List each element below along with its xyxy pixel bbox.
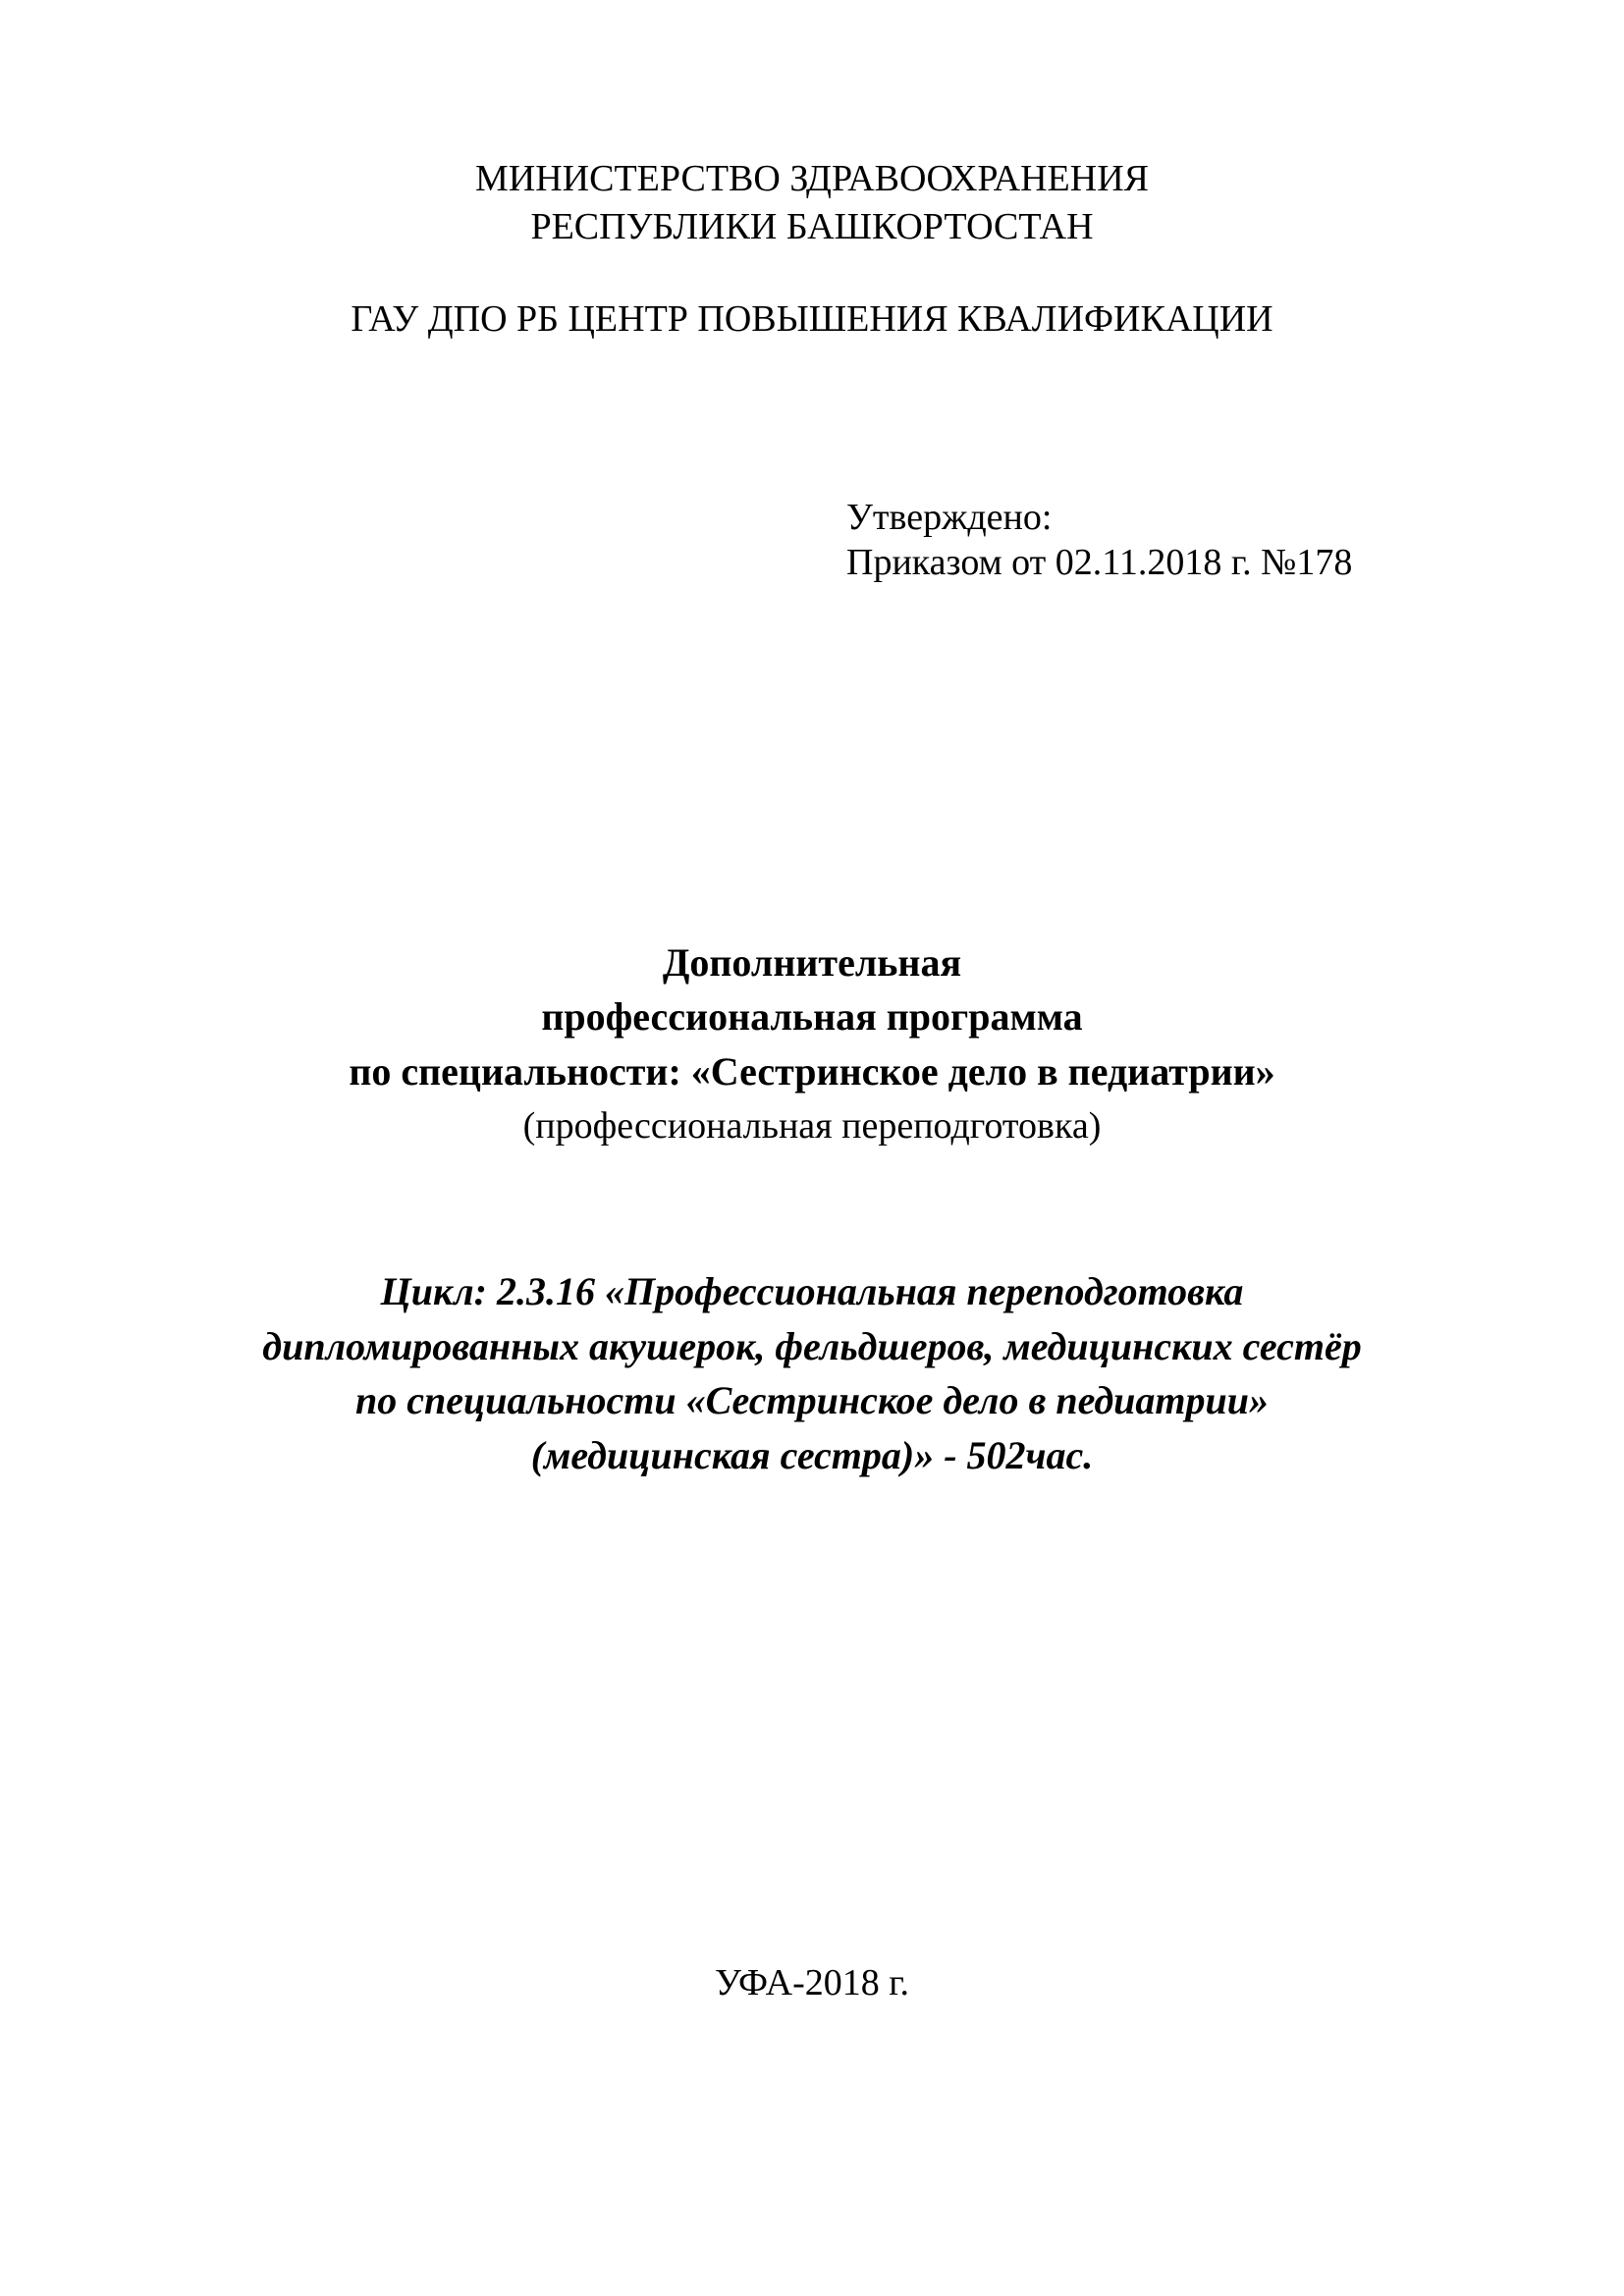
approval-order: Приказом от 02.11.2018 г. №178 xyxy=(846,542,1353,583)
program-title-line-1: Дополнительная xyxy=(662,940,962,985)
cycle-line-2: дипломированных акушерок, фельдшеров, медицинских сестёр xyxy=(262,1324,1362,1368)
program-title-line-3: по специальности: «Сестринское дело в педиатрии» xyxy=(349,1049,1275,1094)
cycle-line-3: по специальности «Сестринское дело в педиатрии» xyxy=(354,1378,1270,1422)
cycle-line-1: Цикл: 2.3.16 «Профессиональная переподготовка xyxy=(380,1269,1244,1313)
institution-name: ГАУ ДПО РБ ЦЕНТР ПОВЫШЕНИЯ КВАЛИФИКАЦИИ xyxy=(351,298,1273,340)
cycle-line-4: (медицинская сестра)» - 502час. xyxy=(530,1433,1094,1477)
program-subtitle: (профессиональная переподготовка) xyxy=(522,1105,1102,1147)
approval-label: Утверждено: xyxy=(846,497,1053,538)
city-year: УФА-2018 г. xyxy=(714,1962,910,2003)
program-title-line-2: профессиональная программа xyxy=(541,994,1083,1039)
ministry-line-2: РЕСПУБЛИКИ БАШКОРТОСТАН xyxy=(530,206,1094,247)
ministry-line-1: МИНИСТЕРСТВО ЗДРАВООХРАНЕНИЯ xyxy=(475,158,1149,199)
